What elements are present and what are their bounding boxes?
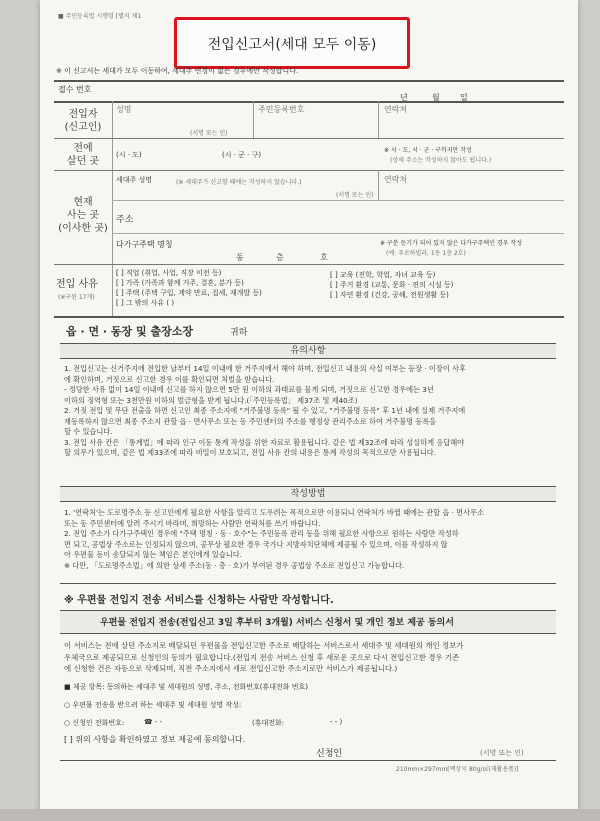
- method-line: 2. 전입 주소가 다가구주택인 경우에 "주택 명칭 · 동 · 호수"는 주민등록 관리 등을 위해 필요한 사항으로 원하는 사람만 작성하: [64, 529, 459, 538]
- notes-line: 재등록하지 않으면 최종 주소지 관할 읍 · 면사무소 또는 동 주민센터의 주소를 행정상 관리주소로 하여 거주불명 등록을: [64, 416, 437, 426]
- address-row-bottom-border: [112, 233, 564, 234]
- notes-line: - 정당한 사유 없이 14일 이내에 신고를 하지 않으면 5만 원 이하의 과태료를 물게 되며, 거짓으로 신고한 경우에는 3년: [64, 385, 434, 394]
- reason-label-note: (※구된 17개): [58, 294, 95, 301]
- notes-line: 할 수 있습니다.: [64, 427, 113, 436]
- multi-house-note-1: ※ 구분 등기가 되어 있지 않은 다가구주택인 경우 작성: [380, 240, 523, 247]
- mail-notice-top-border: [60, 583, 556, 584]
- reason-option-natural-env[interactable]: [ ] 자연 환경 (건강, 공해, 전원생활 등): [330, 291, 449, 299]
- mail-service-line: 이 서비스는 전에 살던 주소지로 배달되던 우편물을 전입신고한 주소로 배달하는 서비스로서 세대주 및 세대원의 개인 정보가: [64, 641, 464, 650]
- unit-field[interactable]: 호: [320, 253, 328, 262]
- previous-address-label: [54, 142, 112, 168]
- method-line: 면 되고, 공법상 주소로는 인정되지 않으며, 공무상 필요한 경우 국가나 지방자치단체에 제공될 수 있으며, 이를 작성하지 않: [64, 539, 448, 549]
- form-reference: ■ 주민등록법 시행령 [별지 제1: [58, 13, 142, 20]
- mail-service-line: 우체국으로 제공되므로 신청인의 동의가 필요합니다.(전입지 전송 서비스 신청 후 새로운 곳으로 다시 전입신고한 경우 기존: [64, 652, 460, 662]
- current-contact-field[interactable]: 연락처: [384, 175, 408, 184]
- current-address-field[interactable]: 주소: [116, 215, 134, 225]
- declarant-label-line2: (신고인): [64, 122, 102, 133]
- phone-field[interactable]: ☎ - -: [144, 718, 163, 726]
- method-header: [60, 486, 556, 502]
- reason-option-job[interactable]: [ ] 직업 (취업, 사업, 직장 이전 등): [116, 269, 222, 277]
- method-body: [64, 508, 484, 571]
- receipt-bottom-border: [54, 101, 564, 103]
- addressee-suffix: 귀하: [230, 328, 248, 338]
- declarant-sign-note: (서명 또는 인): [190, 130, 228, 137]
- previous-address-label-line2: 살던 곳: [66, 156, 100, 167]
- reason-option-housing[interactable]: [ ] 주택 (주택 구입, 계약 만료, 집세, 재개발 등): [116, 289, 262, 297]
- current-address-label: [54, 196, 112, 235]
- mobile-field[interactable]: - - ): [330, 718, 343, 726]
- table-top-border: [54, 80, 564, 82]
- previous-address-note-2: (상세 주소는 작성하지 않아도 됩니다.): [390, 157, 492, 164]
- method-line: 1. '연락처'는 도로명주소 등 신고인에게 필요한 사항을 알리고 도우려는 목적으로만 이용되니 연락처가 바뀔 때에는 관할 읍 · 면사무소: [64, 508, 484, 517]
- method-line: 또는 동 주민센터에 알려 주시기 바라며, 희망하는 사람만 연락처를 쓰기 바랍니다.: [64, 518, 321, 528]
- declarant-divider-1: [253, 101, 254, 138]
- notes-line: 에 확인하며, 거짓으로 신고한 경우 이를 확인되면 처벌을 받습니다.: [64, 374, 275, 384]
- household-head-sign-note: (서명 또는 인): [336, 192, 374, 199]
- notes-header: [60, 343, 556, 359]
- head-row-bottom-border: [112, 200, 564, 201]
- notes-line: 2. 거짓 전입 및 무단 전출을 하면 신고인 최종 주소지에 "거주불명 등록" 될 수 있고, "거주불명 등록" 후 1년 내에 실제 거주지에: [64, 406, 466, 415]
- notes-body: [64, 364, 466, 459]
- household-head-note: (※ 세대주가 신고할 때에는 작성하지 않습니다.): [176, 179, 302, 186]
- reason-label: 전입 사유: [56, 279, 98, 290]
- declarant-label: [54, 108, 112, 134]
- addressee: 읍 · 면 · 동장 및 출장소장: [66, 325, 193, 338]
- dong-field[interactable]: 동: [236, 253, 244, 262]
- form-notice: ※ 이 신고서는 세대가 모두 이동하여, 세대주 변경이 없는 경우에만 작성합니다.: [56, 67, 299, 75]
- title-box: [174, 17, 410, 69]
- current-address-label-line3: (이사한 곳): [58, 223, 108, 234]
- declarant-divider-2: [378, 101, 379, 138]
- floor-field[interactable]: 층: [276, 253, 284, 262]
- method-line: ※ 다만, 「도로명주소법」에 의한 상세 주소(동 · 층 · 호)가 부여된 경우 공법상 주소로 전입신고 가능합니다.: [64, 560, 405, 570]
- multi-house-note-2: (예: 푸로하빌라, 1동 1층 2호): [386, 250, 466, 257]
- paper-spec: 210mm×297mm[백상지 80g/㎡(재활용품)]: [396, 766, 519, 773]
- previous-address-note-1: ※ 시 · 도, 시 · 군 · 구까지만 작성: [384, 147, 472, 154]
- previous-address-bottom-border: [54, 170, 564, 171]
- receipt-label: 접수 번호: [58, 85, 92, 94]
- mail-service-title-bar: [60, 610, 556, 634]
- notes-line: 1. 전입신고는 신거주지에 전입한 날부터 14일 이내에 한 거주지에서 해야 하며, 전입신고 내용의 사실 여부는 등장 · 이장이 사후: [64, 364, 466, 373]
- declarant-name-field[interactable]: 성명: [116, 105, 132, 114]
- declarant-contact-field[interactable]: 연락처: [384, 105, 408, 114]
- desk-surface: [0, 809, 600, 821]
- reason-option-other[interactable]: [ ] 그 밖의 사유 ( ): [116, 299, 175, 307]
- table-bottom-border: [54, 316, 564, 318]
- reason-option-education[interactable]: [ ] 교육 (진학, 학업, 자녀 교육 등): [330, 271, 436, 279]
- notes-title: 유의사항: [290, 346, 326, 356]
- form-bottom-border: [60, 760, 556, 761]
- recipient-names-field[interactable]: ○ 우편물 전송을 받으려 하는 세대주 및 세대원 성명 작성:: [64, 701, 242, 709]
- current-address-divider: [378, 170, 379, 200]
- reason-option-family[interactable]: [ ] 가족 (가족과 함께 거주, 결혼, 분가 등): [116, 279, 244, 287]
- applicant-label: 신청인: [316, 749, 343, 759]
- label-column-divider: [112, 101, 113, 316]
- mail-service-description: [64, 640, 463, 675]
- form-paper: [40, 0, 578, 812]
- mobile-label: (휴대전화:: [252, 719, 285, 727]
- reason-option-living-env[interactable]: [ ] 주거 환경 (교통, 문화 · 편의 시설 등): [330, 281, 454, 289]
- method-line: 아 우편물 등이 송달되지 않는 책임은 본인에게 있습니다.: [64, 550, 242, 559]
- receipt-month: 월: [432, 93, 440, 102]
- receipt-year: 년: [400, 93, 408, 102]
- previous-sigungu-field[interactable]: (시 · 군 · 구): [222, 151, 262, 159]
- method-title: 작성방법: [290, 489, 326, 499]
- mail-service-notice: ※ 우편물 전입지 전송 서비스를 신청하는 사람만 작성합니다.: [64, 595, 334, 606]
- declarant-bottom-border: [54, 138, 564, 139]
- notes-line: 할 의무가 있으며, 같은 법 제33조에 따라 비밀이 보호되고, 전입 사유 칸의 내용은 통계 작성의 목적으로만 사용됩니다.: [64, 448, 436, 457]
- household-head-name-field[interactable]: 세대주 성명: [116, 176, 153, 184]
- phone-label: ○ 신청인 전화번호:: [64, 719, 125, 727]
- multi-house-name-field[interactable]: 다가구주택 명칭: [116, 240, 173, 249]
- current-address-bottom-border: [54, 264, 564, 265]
- previous-address-label-line1: 전에: [73, 143, 93, 154]
- consent-checkbox[interactable]: [ ] 위의 사항을 확인하였고 정보 제공에 동의합니다.: [64, 735, 246, 744]
- current-address-label-line2: 사는 곳: [66, 210, 100, 221]
- applicant-sign-field[interactable]: (서명 또는 인): [480, 749, 524, 757]
- provide-items: ■ 제공 항목: 동의하는 세대주 및 세대원의 성명, 주소, 전화번호(휴대전화 번호): [64, 683, 308, 691]
- declarant-label-line1: 전입자: [68, 109, 98, 120]
- previous-sido-field[interactable]: (시 · 도): [116, 151, 142, 159]
- declarant-rrn-field[interactable]: 주민등록번호: [258, 105, 305, 114]
- notes-line: 3. 전입 사유 칸은 「통계법」에 따라 인구 이동 통계 작성을 위한 자료로 활용됩니다. 같은 법 제32조에 따라 성실하게 응답해야: [64, 437, 465, 447]
- current-address-label-line1: 현재: [73, 197, 93, 208]
- mail-service-title: 우편물 전입지 전송(전입신고 3일 후부터 3개월) 서비스 신청서 및 개인 정보 제공 동의서: [100, 618, 454, 628]
- notes-line: 이하의 징역형 또는 3천만원 이하의 벌금형을 받게 됩니다.(「주민등록법」 제37조 및 제40조): [64, 395, 358, 405]
- receipt-day: 일: [460, 93, 468, 102]
- mail-service-line: 에 신청한 건은 자동으로 삭제되며, 직전 주소지에서 새로 전입신고한 주소지로만 서비스가 제공됩니다.): [64, 664, 398, 673]
- form-title: 전입신고서(세대 모두 이동): [207, 37, 377, 53]
